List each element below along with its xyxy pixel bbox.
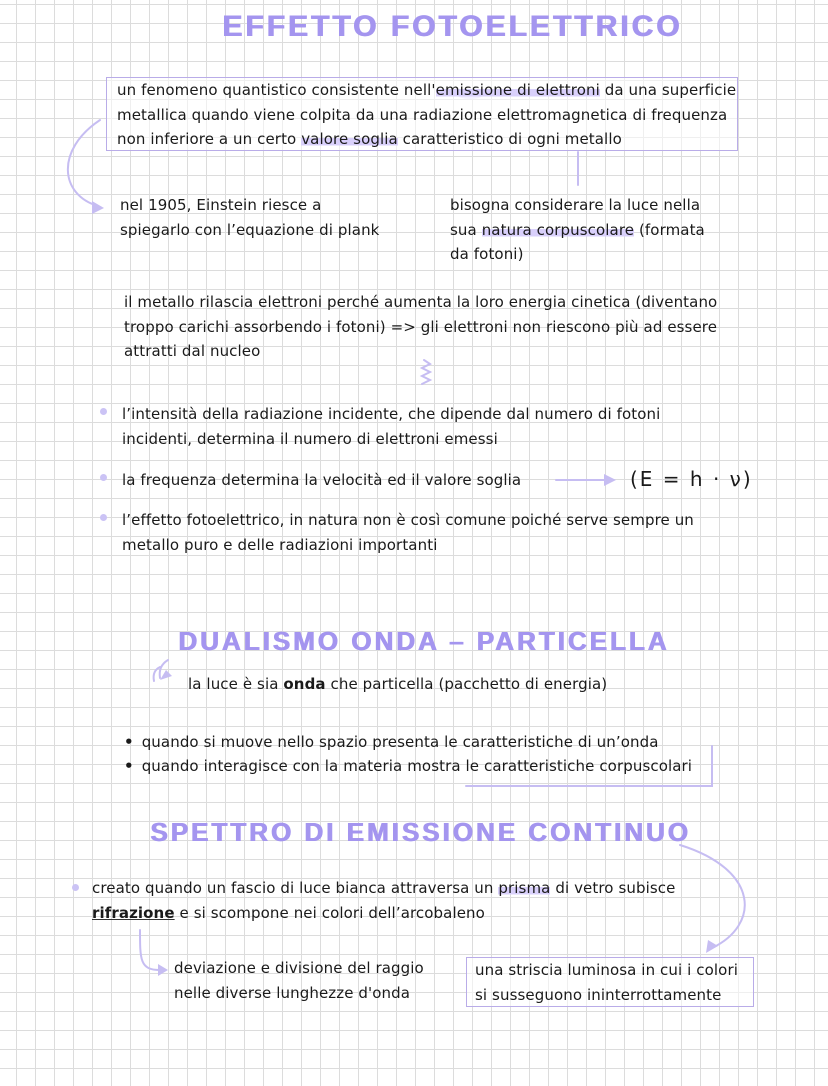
spettro-text-2: di vetro subisce (550, 879, 676, 897)
definition-text-2: da una superficie metallica quando viene colpita da una radiazione elettromagnetica di frequenza non inferiore a un certo (117, 81, 737, 148)
formula-planck: (E = h · ν) (630, 467, 753, 491)
striscia-box: una striscia luminosa in cui i colori si susseguono ininterrottamente (466, 957, 754, 1007)
bullet-dot (72, 884, 79, 891)
title-spettro: SPETTRO DI EMISSIONE CONTINUO (150, 817, 691, 847)
definition-highlight-soglia: valore soglia (301, 130, 398, 148)
dualismo-text-1: la luce è sia (188, 675, 284, 693)
spettro-highlight-prisma: prisma (498, 879, 551, 897)
bullet-dot (100, 408, 107, 415)
spettro-bold-rifrazione: rifrazione (92, 903, 175, 922)
definition-text-3: caratteristico di ogni metallo (397, 130, 622, 148)
bullet-intensita: l’intensità della radiazione incidente, che dipende dal numero di fotoni incidenti, determina il numero di elettroni emessi (122, 405, 661, 448)
bullet-dot (100, 514, 107, 521)
title-dualismo: DUALISMO ONDA – PARTICELLA (178, 626, 670, 656)
spettro-paragraph (92, 876, 712, 925)
spettro-text-3: e si scompone nei colori dell’arcobaleno (174, 903, 485, 922)
corpuscolare-text-1: bisogna considerare la luce nella sua (450, 196, 701, 239)
dualismo-bold-onda: onda (283, 675, 326, 693)
spettro-text-1: creato quando un fascio di luce bianca attraversa un (92, 879, 499, 897)
definition-box (106, 77, 738, 151)
metallo-paragraph: il metallo rilascia elettroni perché aumenta la loro energia cinetica (diventano troppo carichi assorbendo i fotoni) => gli elettroni non riescono più ad essere attratti dal nucleo (124, 293, 718, 360)
corpuscolare-text-2: (formata da fotoni) (450, 220, 705, 263)
title-effetto-fotoelettrico: EFFETTO FOTOELETTRICO (222, 10, 683, 43)
corpuscolare-highlight: natura corpuscolare (481, 220, 635, 239)
einstein-note: nel 1905, Einstein riesce a spiegarlo con l’equazione di plank (120, 196, 380, 239)
corpuscolare-note (450, 193, 720, 267)
bullet-frequenza: la frequenza determina la velocità ed il valore soglia (122, 471, 522, 489)
dualismo-item-materia: • quando interagisce con la materia mostra le caratteristiche corpuscolari (124, 754, 724, 779)
bullet-dot (100, 474, 107, 481)
deviazione-note: deviazione e divisione del raggio nelle diverse lunghezze d'onda (174, 959, 424, 1002)
definition-highlight-emissione: emissione di elettroni (435, 81, 600, 99)
bullet-natura: l’effetto fotoelettrico, in natura non è così comune poiché serve sempre un metallo puro e delle radiazioni importanti (122, 511, 694, 554)
dualismo-text-2: che particella (pacchetto di energia) (325, 675, 608, 693)
dualismo-summary (188, 672, 708, 697)
definition-text-1: un fenomeno quantistico consistente nell' (117, 81, 436, 99)
dualismo-item-onda: • quando si muove nello spazio presenta le caratteristiche di un’onda (124, 730, 724, 755)
